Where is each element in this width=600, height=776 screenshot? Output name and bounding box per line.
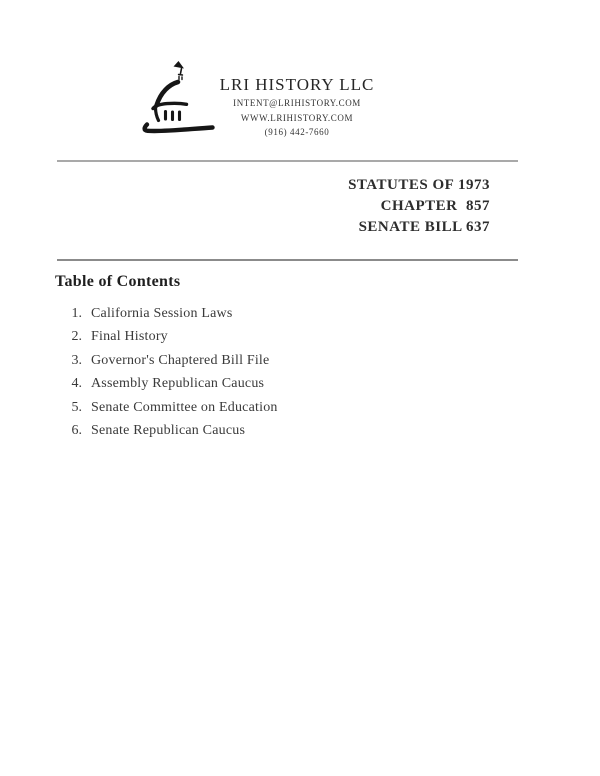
toc-item xyxy=(0,419,600,442)
company-name: LRI HISTORY LLC xyxy=(219,75,375,94)
senate-bill-line: SENATE BILL 637 xyxy=(358,219,490,235)
logo-flag xyxy=(174,61,185,69)
toc-item-number: 1. xyxy=(71,306,82,321)
toc-item-label: Governor's Chaptered Bill File xyxy=(91,352,270,368)
toc-item xyxy=(0,372,600,395)
chapter-line: CHAPTER 857 xyxy=(380,198,490,214)
company-website: WWW.LRIHISTORY.COM xyxy=(240,112,354,123)
toc-item-label: Final History xyxy=(91,329,168,345)
divider-bottom xyxy=(57,259,518,261)
letterhead xyxy=(0,0,600,160)
toc-item-number: 4. xyxy=(71,376,82,392)
company-phone: (916) 442-7660 xyxy=(264,127,330,137)
toc-item-number: 3. xyxy=(71,352,82,368)
toc-item xyxy=(0,302,600,325)
toc-item-number: 6. xyxy=(71,422,82,438)
company-block xyxy=(207,74,387,140)
toc-title: Table of Contents xyxy=(55,273,181,290)
toc-item xyxy=(0,325,600,348)
toc-item-number: 2. xyxy=(71,329,82,345)
toc-item-number: 5. xyxy=(71,399,82,415)
company-email: INTENT@LRIHISTORY.COM xyxy=(233,98,361,108)
bill-reference-block xyxy=(348,175,490,238)
toc-item-label: Assembly Republican Caucus xyxy=(91,376,265,392)
toc-item xyxy=(0,349,600,372)
toc-item-label: Senate Committee on Education xyxy=(91,399,278,415)
toc-item xyxy=(0,396,600,419)
statutes-line: STATUTES OF 1973 xyxy=(348,177,490,193)
toc-list xyxy=(0,302,600,442)
toc-item-label: Senate Republican Caucus xyxy=(91,422,246,438)
toc-item-label: California Session Laws xyxy=(91,306,233,321)
divider-top xyxy=(57,160,518,162)
